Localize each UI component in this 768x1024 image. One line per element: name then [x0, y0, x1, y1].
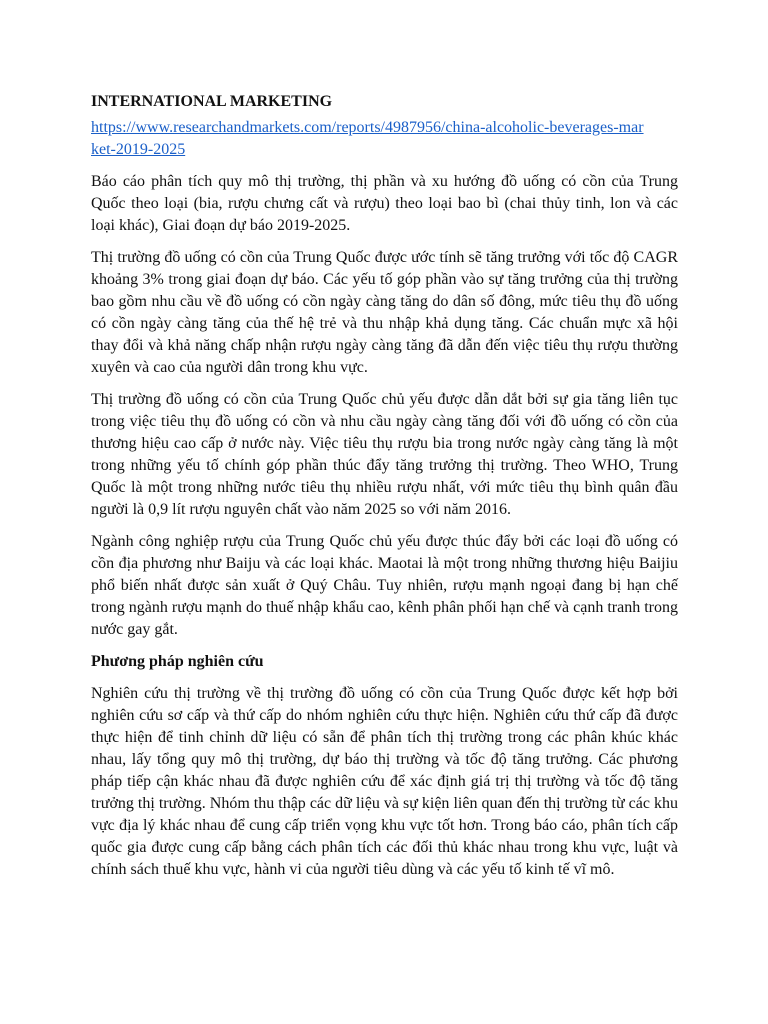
- paragraph-market-drivers: Thị trường đồ uống có cồn của Trung Quốc chủ yếu được dẫn dắt bởi sự gia tăng liên tục trong việc tiêu thụ đồ uống có cồn và nhu cầu ngày càng tăng đối với đồ uống có cồn của thương hiệu cao cấp ở nước này. Việc tiêu thụ rượu bia trong nước ngày càng tăng là một trong những yếu tố chính góp phần thúc đẩy tăng trưởng thị trường. Theo WHO, Trung Quốc là một trong những nước tiêu thụ nhiều rượu nhất, với mức tiêu thụ bình quân đầu người là 0,9 lít rượu nguyên chất vào năm 2025 so với năm 2016.: [91, 391, 678, 518]
- paragraph-intro: Báo cáo phân tích quy mô thị trường, thị phần và xu hướng đồ uống có cồn của Trung Quốc theo loại (bia, rượu chưng cất và rượu) theo loại bao bì (chai thủy tinh, lon và các loại khác), Giai đoạn dự báo 2019-2025.: [91, 173, 678, 234]
- section-heading: Phương pháp nghiên cứu: [91, 653, 264, 670]
- paragraph-market-growth: Thị trường đồ uống có cồn của Trung Quốc được ước tính sẽ tăng trưởng với tốc độ CAGR khoảng 3% trong giai đoạn dự báo. Các yếu tố góp phần vào sự tăng trưởng của thị trường bao gồm nhu cầu về đồ uống có cồn ngày càng tăng do dân số đông, mức tiêu thụ đồ uống có cồn ngày càng tăng của thế hệ trẻ và thu nhập khả dụng tăng. Các chuẩn mực xã hội thay đổi và khả năng chấp nhận rượu ngày càng tăng đã dẫn đến việc tiêu thụ rượu thường xuyên và cao của người dân trong khu vực.: [91, 249, 678, 376]
- paragraph-methodology: Nghiên cứu thị trường về thị trường đồ uống có cồn của Trung Quốc được kết hợp bởi nghiên cứu sơ cấp và thứ cấp do nhóm nghiên cứu thực hiện. Nghiên cứu thứ cấp đã được thực hiện để tinh chỉnh dữ liệu có sẵn để phân tích thị trường trong các phân khúc khác nhau, lấy tổng quy mô thị trường, dự báo thị trường và tốc độ tăng trưởng. Các phương pháp tiếp cận khác nhau đã được nghiên cứu để xác định giá trị thị trường và tốc độ tăng trưởng thị trường. Nhóm thu thập các dữ liệu và sự kiện liên quan đến thị trường từ các khu vực địa lý khác nhau để cung cấp triển vọng khu vực tốt hơn. Trong báo cáo, phân tích cấp quốc gia được cung cấp bằng cách phân tích các đối thủ khác nhau trong khu vực, luật và chính sách thuế khu vực, hành vi của người tiêu dùng và các yếu tố kinh tế vĩ mô.: [91, 685, 678, 878]
- source-link[interactable]: https://www.researchandmarkets.com/reports/4987956/china-alcoholic-beverages-market-2019-2025: [91, 119, 644, 158]
- document-title: INTERNATIONAL MARKETING: [91, 93, 333, 110]
- paragraph-industry: Ngành công nghiệp rượu của Trung Quốc chủ yếu được thúc đẩy bởi các loại đồ uống có cồn địa phương như Baiju và các loại khác. Maotai là một trong những thương hiệu Baijiu phổ biến nhất được sản xuất ở Quý Châu. Tuy nhiên, rượu mạnh ngoại đang bị hạn chế trong ngành rượu mạnh do thuế nhập khẩu cao, kênh phân phối hạn chế và cạnh tranh trong nước gay gắt.: [91, 533, 678, 638]
- document-page: [91, 91, 678, 891]
